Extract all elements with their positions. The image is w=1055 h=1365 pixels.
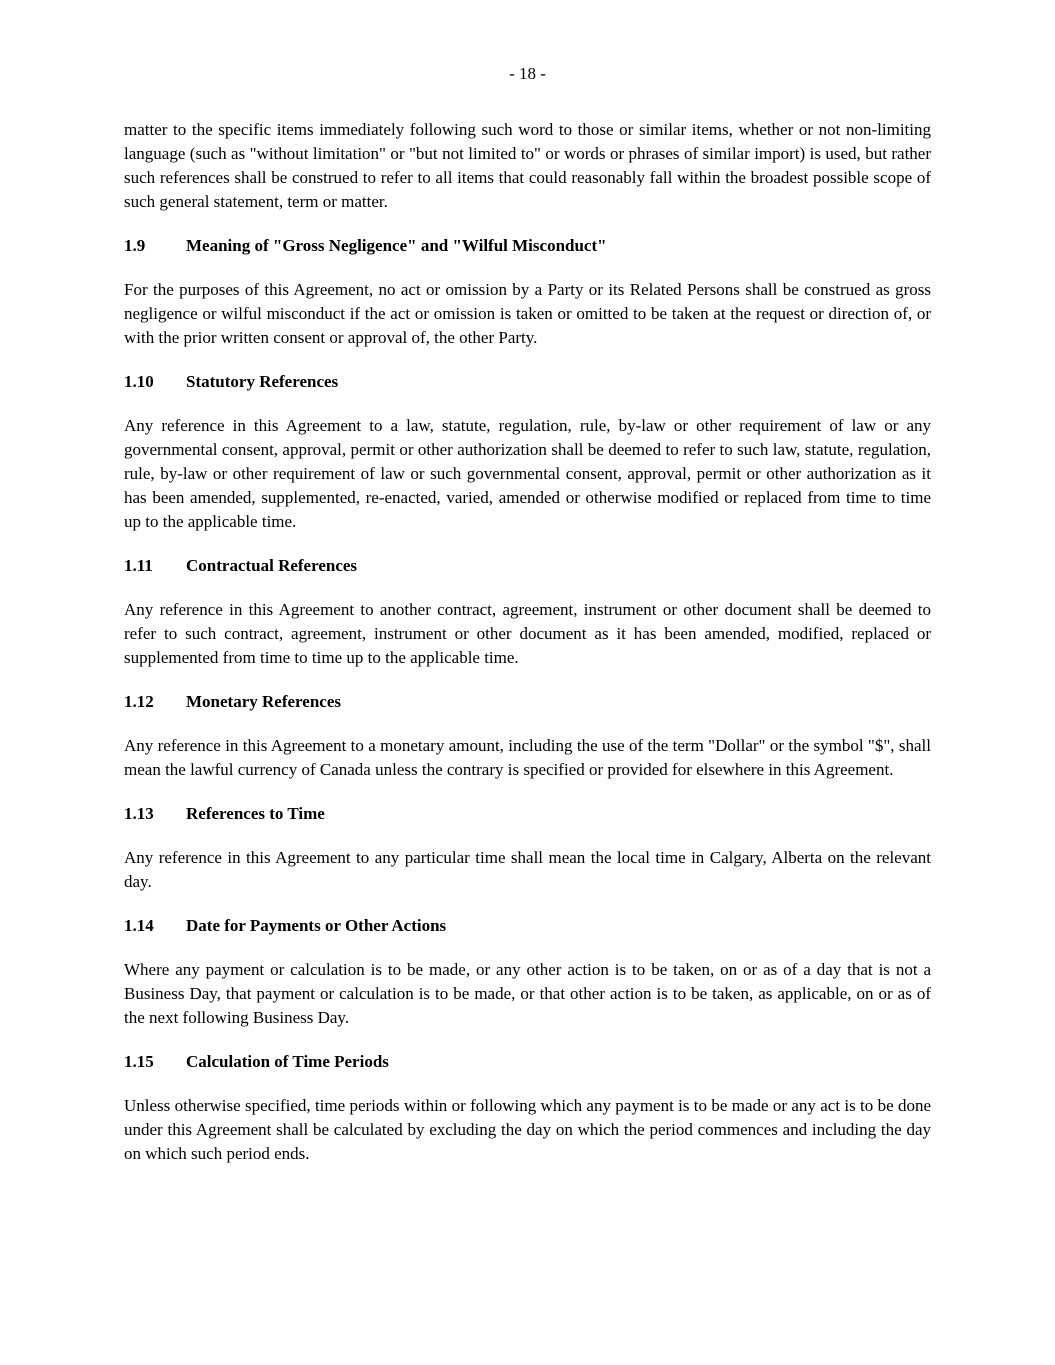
section-number: 1.9	[124, 236, 146, 255]
section-heading	[124, 1050, 931, 1074]
section-1-9	[124, 234, 931, 350]
section-title: Date for Payments or Other Actions	[186, 916, 447, 935]
page-number: - 18 -	[509, 64, 546, 83]
section-paragraph: Where any payment or calculation is to be made, or any other action is to be taken, on or as of a day that is not a Business Day, that payment or calculation is to be made, or that other action is to be taken, as applicable, on or as of the next following Business Day.	[124, 960, 931, 1027]
section-title: Contractual References	[186, 556, 358, 575]
section-1-12	[124, 690, 931, 782]
section-number: 1.15	[124, 1052, 154, 1071]
section-paragraph: Any reference in this Agreement to a law, statute, regulation, rule, by-law or other requirement of law or any governmental consent, approval, permit or other authorization shall be deemed to refer to such law, statute, regulation, rule, by-law or other requirement of law or such governmental consent, approval, permit or other authorization as it has been amended, supplemented, re-enacted, varied, amended or otherwise modified or replaced from time to time up to the applicable time.	[124, 416, 931, 531]
section-number: 1.10	[124, 372, 154, 391]
section-heading	[124, 554, 931, 578]
section-number: 1.11	[124, 556, 153, 575]
section-1-15	[124, 1050, 931, 1166]
continuation-paragraph: matter to the specific items immediately following such word to those or similar items, whether or not non-limiting language (such as "without limitation" or "but not limited to" or words or phrases of similar import) is used, but rather such references shall be construed to refer to all items that could reasonably fall within the broadest possible scope of such general statement, term or matter.	[124, 120, 931, 211]
section-title: Statutory References	[186, 372, 339, 391]
section-heading	[124, 690, 931, 714]
section-heading	[124, 370, 931, 394]
section-1-11	[124, 554, 931, 670]
section-heading	[124, 914, 931, 938]
section-number: 1.12	[124, 692, 154, 711]
section-number: 1.14	[124, 916, 154, 935]
section-paragraph: For the purposes of this Agreement, no act or omission by a Party or its Related Persons shall be construed as gross negligence or wilful misconduct if the act or omission is taken or omitted to be taken at the request or direction of, or with the prior written consent or approval of, the other Party.	[124, 280, 931, 347]
section-paragraph: Any reference in this Agreement to a monetary amount, including the use of the term "Dollar" or the symbol "$", shall mean the lawful currency of Canada unless the contrary is specified or provided for elsewhere in this Agreement.	[124, 736, 931, 779]
section-title: Monetary References	[186, 692, 341, 711]
section-paragraph: Any reference in this Agreement to any particular time shall mean the local time in Calgary, Alberta on the relevant day.	[124, 848, 931, 891]
section-title: References to Time	[186, 804, 325, 823]
section-title: Meaning of "Gross Negligence" and "Wilful Misconduct"	[186, 236, 607, 255]
section-1-10	[124, 370, 931, 534]
section-1-14	[124, 914, 931, 1030]
section-paragraph: Any reference in this Agreement to another contract, agreement, instrument or other document shall be deemed to refer to such contract, agreement, instrument or other document as it has been amended, modified, replaced or supplemented from time to time up to the applicable time.	[124, 600, 931, 667]
section-paragraph: Unless otherwise specified, time periods within or following which any payment is to be made or any act is to be done under this Agreement shall be calculated by excluding the day on which the period commences and including the day on which such period ends.	[124, 1096, 931, 1163]
section-heading	[124, 234, 931, 258]
section-heading	[124, 802, 931, 826]
section-1-13	[124, 802, 931, 894]
section-number: 1.13	[124, 804, 154, 823]
section-title: Calculation of Time Periods	[186, 1052, 389, 1071]
